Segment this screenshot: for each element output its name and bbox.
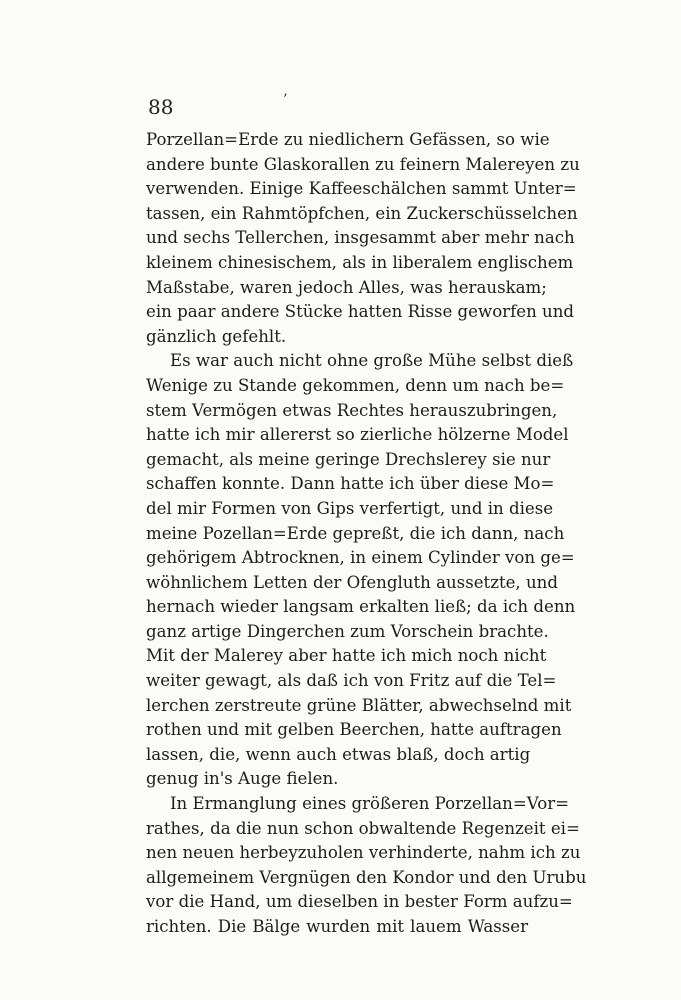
text-line: Maßstabe, waren jedoch Alles, was herauskam; — [146, 277, 547, 297]
text-line: gänzlich gefehlt. — [146, 326, 287, 346]
text-line: stem Vermögen etwas Rechtes herauszubringen, — [146, 400, 558, 420]
text-line: und sechs Tellerchen, insgesammt aber mehr nach — [146, 228, 575, 248]
text-line: wöhnlichem Letten der Ofengluth aussetzte, und — [146, 572, 558, 592]
text-line: allgemeinem Vergnügen den Kondor und den Urubu — [146, 867, 587, 887]
text-line: rothen und mit gelben Beerchen, hatte auftragen — [146, 720, 562, 740]
text-line: lerchen zerstreute grüne Blätter, abwechselnd mit — [146, 695, 572, 715]
text-line: ganz artige Dingerchen zum Vorschein brachte. — [146, 621, 549, 641]
page-number: 88 — [148, 95, 174, 119]
text-line: rathes, da die nun schon obwaltende Regenzeit ei= — [146, 818, 580, 838]
text-line: kleinem chinesischem, als in liberalem englischem — [146, 252, 574, 272]
text-line: gehörigem Abtrocknen, in einem Cylinder von ge= — [146, 548, 575, 568]
text-line: schaffen konnte. Dann hatte ich über diese Mo= — [146, 474, 555, 494]
text-line: Wenige zu Stande gekommen, denn um nach be= — [146, 375, 565, 395]
text-line: meine Pozellan=Erde gepreßt, die ich dann, nach — [146, 523, 565, 543]
text-line: gemacht, als meine geringe Drechslerey sie nur — [146, 449, 551, 469]
text-line: Mit der Malerey aber hatte ich mich noch nicht — [146, 646, 547, 666]
text-line: hernach wieder langsam erkalten ließ; da ich denn — [146, 597, 576, 617]
text-line: del mir Formen von Gips verfertigt, und in diese — [146, 498, 554, 518]
text-line: richten. Die Bälge wurden mit lauem Wasser — [146, 917, 528, 936]
text-line: vor die Hand, um dieselben in bester Form aufzu= — [146, 892, 573, 912]
text-line: weiter gewagt, als daß ich von Fritz auf die Tel= — [146, 671, 557, 691]
text-line: andere bunte Glaskorallen zu feinern Malereyen zu — [146, 154, 580, 174]
text-line: nen neuen herbeyzuholen verhinderte, nahm ich zu — [146, 843, 581, 863]
text-line: verwenden. Einige Kaffeeschälchen sammt Unter= — [146, 179, 577, 199]
text-line: tassen, ein Rahmtöpfchen, ein Zuckerschüsselchen — [146, 203, 578, 223]
text-line: genug in's Auge fielen. — [146, 769, 339, 789]
text-line: ein paar andere Stücke hatten Risse geworfen und — [146, 302, 575, 322]
text-line: In Ermanglung eines größeren Porzellan=Vor= — [170, 794, 570, 814]
text-line: Porzellan=Erde zu niedlichern Gefässen, so wie — [146, 130, 550, 149]
text-line: hatte ich mir allererst so zierliche hölzerne Model — [146, 425, 569, 445]
body-text — [146, 128, 587, 940]
stray-ink-mark: ’ — [283, 92, 288, 108]
text-line: lassen, die, wenn auch etwas blaß, doch artig — [146, 744, 531, 764]
text-line: Es war auch nicht ohne große Mühe selbst dieß — [170, 351, 574, 371]
